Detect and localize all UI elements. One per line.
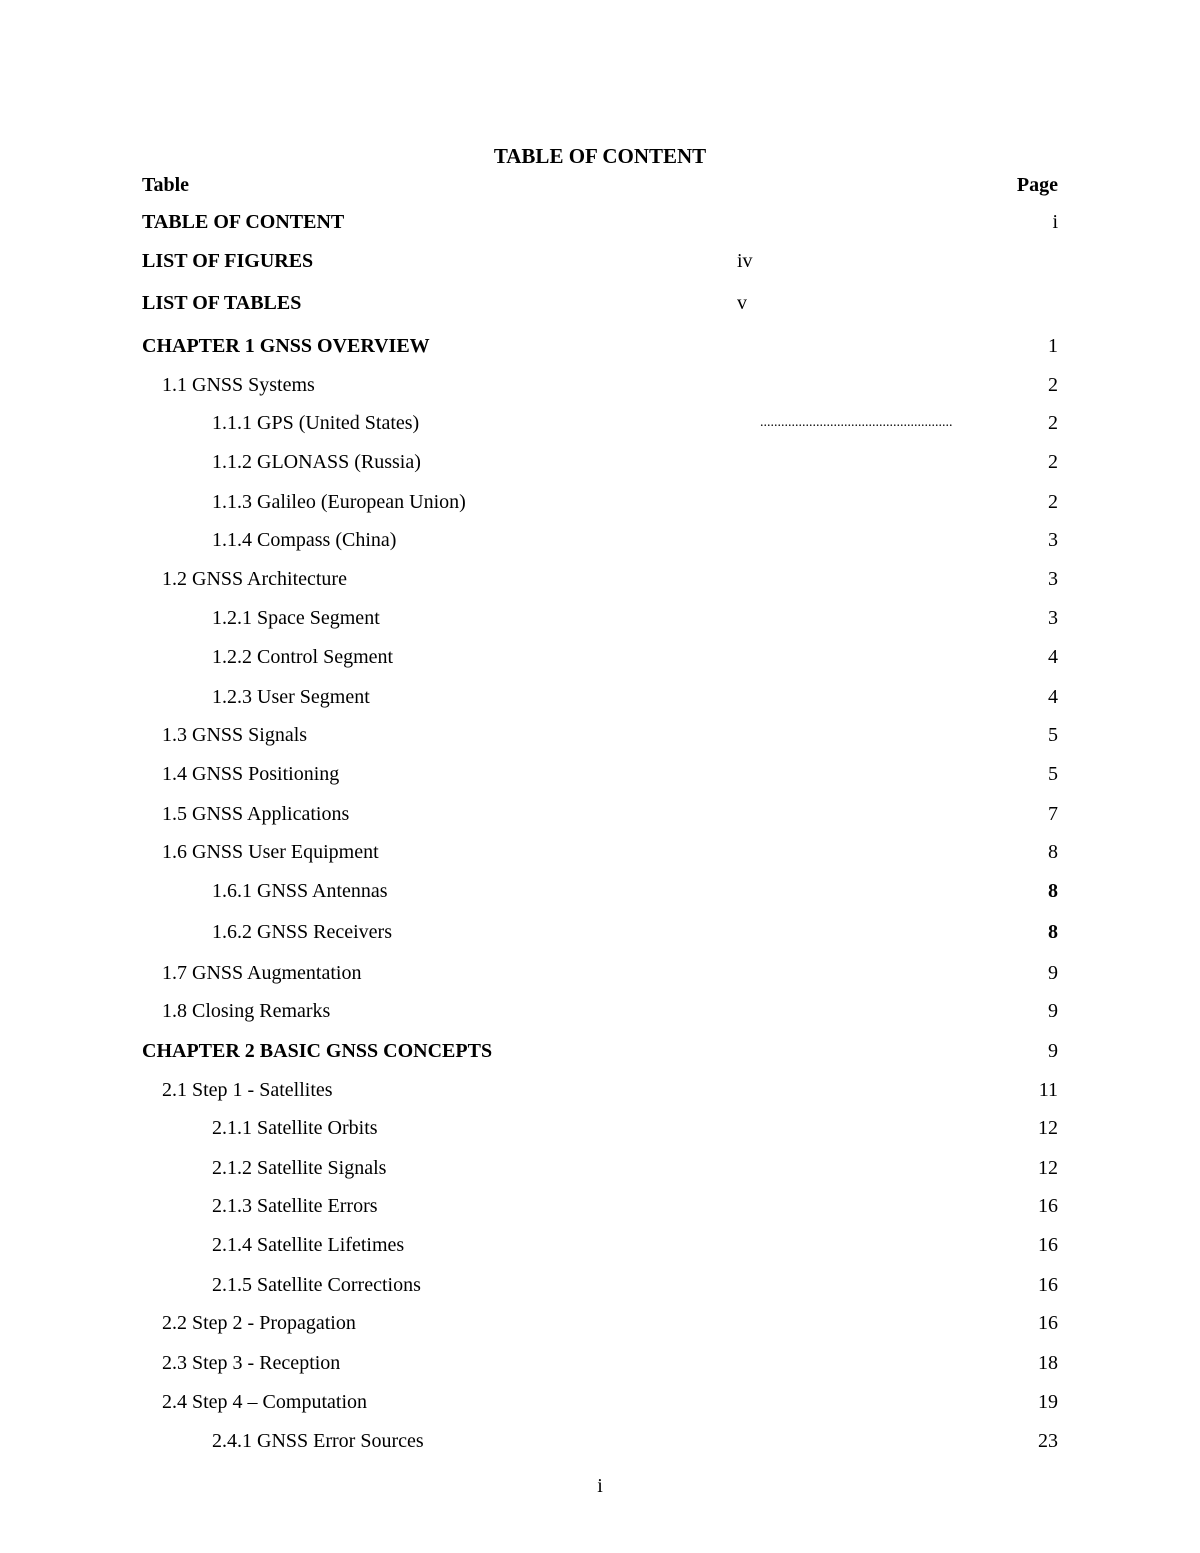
toc-entry-chapter-2[interactable] — [142, 1037, 1058, 1065]
toc-entry-page: 3 — [1048, 607, 1058, 629]
toc-entry-title: 2.3 Step 3 - Reception — [162, 1352, 341, 1374]
toc-entry-page: i — [1052, 211, 1058, 233]
toc-entry-1-8[interactable] — [142, 997, 1058, 1025]
toc-entry-1-7[interactable] — [142, 959, 1058, 987]
toc-entry-page: 16 — [1038, 1274, 1058, 1296]
toc-entry-page: 12 — [1038, 1117, 1058, 1139]
toc-entry-title: 1.8 Closing Remarks — [162, 1000, 331, 1022]
toc-entry-title: LIST OF TABLES — [142, 292, 302, 314]
toc-entry-title: 1.4 GNSS Positioning — [162, 763, 340, 785]
toc-entry-page: 2 — [1048, 374, 1058, 396]
page-title: TABLE OF CONTENT — [493, 144, 707, 168]
toc-entry-title: 1.2 GNSS Architecture — [162, 568, 347, 590]
toc-entry-1-1-3[interactable] — [142, 488, 1058, 516]
toc-entry-page: 9 — [1048, 1000, 1058, 1022]
toc-entry-list-of-tables[interactable] — [142, 289, 1058, 317]
toc-dot-leader: ....................................................... — [760, 415, 953, 430]
toc-entry-2-4[interactable] — [142, 1388, 1058, 1416]
toc-entry-1-2-2[interactable] — [142, 643, 1058, 671]
toc-entry-1-4[interactable] — [142, 760, 1058, 788]
toc-entry-title: 1.1.2 GLONASS (Russia) — [212, 451, 421, 473]
toc-column-headers — [142, 172, 1058, 198]
toc-entry-page: 9 — [1048, 1040, 1058, 1062]
toc-entry-1-2[interactable] — [142, 565, 1058, 593]
toc-entry-title: 1.1.3 Galileo (European Union) — [212, 491, 466, 513]
toc-entry-1-2-1[interactable] — [142, 604, 1058, 632]
toc-entry-1-6[interactable] — [142, 838, 1058, 866]
toc-entry-2-1-1[interactable] — [142, 1114, 1058, 1142]
toc-entry-title: CHAPTER 1 GNSS OVERVIEW — [142, 335, 430, 357]
toc-entry-page: 18 — [1038, 1352, 1058, 1374]
toc-entry-page: 8 — [1048, 921, 1058, 943]
toc-entry-title: TABLE OF CONTENT — [142, 211, 345, 233]
footer-page-number: i — [597, 1475, 603, 1497]
toc-entry-2-3[interactable] — [142, 1349, 1058, 1377]
toc-entry-title: 2.1.2 Satellite Signals — [212, 1157, 387, 1179]
toc-entry-page: 2 — [1048, 451, 1058, 473]
toc-entry-2-1-2[interactable] — [142, 1154, 1058, 1182]
toc-entry-page: 16 — [1038, 1195, 1058, 1217]
toc-entry-page: 23 — [1038, 1430, 1058, 1452]
toc-entry-page: 5 — [1048, 724, 1058, 746]
toc-entry-page: 12 — [1038, 1157, 1058, 1179]
toc-entry-title: 1.1.1 GPS (United States) — [212, 412, 420, 434]
toc-entry-page: 3 — [1048, 568, 1058, 590]
toc-entry-page: 11 — [1038, 1079, 1058, 1101]
toc-entry-title: 1.2.1 Space Segment — [212, 607, 380, 629]
toc-entry-2-1-5[interactable] — [142, 1271, 1058, 1299]
toc-entry-table-of-content[interactable] — [142, 208, 1058, 236]
toc-entry-1-1[interactable] — [142, 371, 1058, 399]
toc-entry-2-4-1[interactable] — [142, 1427, 1058, 1455]
toc-entry-2-1-3[interactable] — [142, 1192, 1058, 1220]
toc-entry-title: 2.2 Step 2 - Propagation — [162, 1312, 356, 1334]
toc-entry-page: v — [737, 292, 747, 314]
toc-entry-title: 2.1.1 Satellite Orbits — [212, 1117, 378, 1139]
toc-entry-title: 1.6 GNSS User Equipment — [162, 841, 379, 863]
toc-entry-page: 16 — [1038, 1312, 1058, 1334]
toc-entry-2-2[interactable] — [142, 1309, 1058, 1337]
toc-entry-title: 1.7 GNSS Augmentation — [162, 962, 362, 984]
toc-entry-title: 1.5 GNSS Applications — [162, 803, 350, 825]
toc-entry-title: 2.1.5 Satellite Corrections — [212, 1274, 421, 1296]
toc-entry-1-6-1[interactable] — [142, 877, 1058, 905]
toc-entry-page: 7 — [1048, 803, 1058, 825]
toc-entry-title: 1.6.1 GNSS Antennas — [212, 880, 388, 902]
column-header-table: Table — [142, 174, 190, 196]
toc-entry-1-3[interactable] — [142, 721, 1058, 749]
toc-entry-chapter-1[interactable] — [142, 332, 1058, 360]
toc-entry-title: 1.2.2 Control Segment — [212, 646, 394, 668]
toc-entry-page: 9 — [1048, 962, 1058, 984]
toc-entry-1-1-4[interactable] — [142, 526, 1058, 554]
toc-entry-page: 19 — [1038, 1391, 1058, 1413]
toc-entry-page: 1 — [1048, 335, 1058, 357]
toc-entry-page: 8 — [1048, 880, 1058, 902]
toc-entry-page: 5 — [1048, 763, 1058, 785]
toc-entry-1-5[interactable] — [142, 800, 1058, 828]
toc-entry-title: 2.4.1 GNSS Error Sources — [212, 1430, 424, 1452]
toc-entry-title: 1.3 GNSS Signals — [162, 724, 308, 746]
toc-entry-page: 4 — [1048, 686, 1058, 708]
toc-entry-title: 2.4 Step 4 – Computation — [162, 1391, 367, 1413]
toc-entry-title: 2.1 Step 1 - Satellites — [162, 1079, 333, 1101]
toc-entry-1-1-2[interactable] — [142, 448, 1058, 476]
toc-entry-page: 16 — [1038, 1234, 1058, 1256]
toc-entry-list-of-figures[interactable] — [142, 247, 1058, 275]
toc-entry-page: 8 — [1048, 841, 1058, 863]
toc-entry-title: 2.1.4 Satellite Lifetimes — [212, 1234, 405, 1256]
toc-entry-title: 1.2.3 User Segment — [212, 686, 370, 708]
toc-entry-1-2-3[interactable] — [142, 683, 1058, 711]
toc-entry-title: 1.1 GNSS Systems — [162, 374, 315, 396]
toc-entry-page: iv — [737, 250, 753, 272]
toc-entry-page: 3 — [1048, 529, 1058, 551]
toc-entry-page: 4 — [1048, 646, 1058, 668]
toc-entry-1-6-2[interactable] — [142, 918, 1058, 946]
toc-entry-2-1[interactable] — [142, 1076, 1058, 1104]
toc-entry-title: 2.1.3 Satellite Errors — [212, 1195, 378, 1217]
toc-entry-title: 1.1.4 Compass (China) — [212, 529, 397, 551]
toc-entry-title: 1.6.2 GNSS Receivers — [212, 921, 392, 943]
toc-entry-1-1-1[interactable] — [142, 409, 1058, 437]
toc-entry-page: 2 — [1048, 491, 1058, 513]
toc-entry-2-1-4[interactable] — [142, 1231, 1058, 1259]
toc-entry-title: CHAPTER 2 BASIC GNSS CONCEPTS — [142, 1040, 493, 1062]
toc-entry-title: LIST OF FIGURES — [142, 250, 314, 272]
toc-entry-page: 2 — [1048, 412, 1058, 434]
column-header-page: Page — [1016, 174, 1058, 196]
